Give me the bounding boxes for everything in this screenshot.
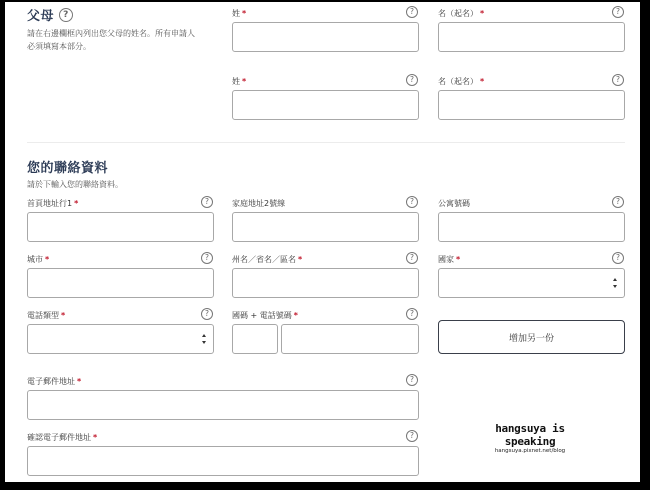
required-marker: * xyxy=(298,255,303,264)
required-marker: * xyxy=(480,77,485,86)
phone-type-select[interactable] xyxy=(27,324,214,354)
phone-number-label xyxy=(232,310,298,321)
label-text: 首頁地址行1 xyxy=(27,199,73,208)
country-label xyxy=(438,254,460,265)
label-text: 國碼 + 電話號碼 xyxy=(232,311,292,320)
state-label xyxy=(232,254,302,265)
contact-section-title xyxy=(27,157,108,176)
label-text: 州名／省名／區名 xyxy=(232,255,296,264)
label-text: 國家 xyxy=(438,255,454,264)
label-text: 公寓號碼 xyxy=(438,199,470,208)
label-text: 確認電子郵件地址 xyxy=(27,433,91,442)
address-line2-label xyxy=(232,198,285,209)
label-text: 電子郵件地址 xyxy=(27,377,75,386)
question-circle-icon[interactable]: ? xyxy=(406,430,418,442)
required-marker: * xyxy=(74,199,79,208)
apartment-label xyxy=(438,198,470,209)
required-marker: * xyxy=(456,255,461,264)
question-circle-icon[interactable]: ? xyxy=(612,6,624,18)
question-circle-icon[interactable]: ? xyxy=(201,196,213,208)
label-text: 城市 xyxy=(27,255,43,264)
parent2-given-name-label xyxy=(438,76,484,87)
country-select[interactable] xyxy=(438,268,625,298)
city-input[interactable] xyxy=(27,268,214,298)
question-circle-icon[interactable]: ? xyxy=(612,252,624,264)
required-marker: * xyxy=(77,377,82,386)
contact-title-text: 您的聯絡資料 xyxy=(27,161,109,176)
address-line1-input[interactable] xyxy=(27,212,214,242)
confirm-email-input[interactable] xyxy=(27,446,419,476)
phone-type-label xyxy=(27,310,65,321)
parent1-given-name-input[interactable] xyxy=(438,22,625,52)
parent2-surname-input[interactable] xyxy=(232,90,419,120)
select-updown-icon xyxy=(613,278,617,288)
question-circle-icon[interactable]: ? xyxy=(406,74,418,86)
label-text: 名（起名） xyxy=(438,77,478,86)
city-label xyxy=(27,254,49,265)
required-marker: * xyxy=(93,433,98,442)
email-label xyxy=(27,376,81,387)
state-input[interactable] xyxy=(232,268,419,298)
application-form-page xyxy=(5,2,640,482)
watermark-title: hangsuya is speaking xyxy=(495,422,565,448)
required-marker: * xyxy=(61,311,66,320)
parent2-surname-label xyxy=(232,76,246,87)
label-text: 電話類型 xyxy=(27,311,59,320)
question-circle-icon[interactable]: ? xyxy=(406,196,418,208)
label-text: 家庭地址2號線 xyxy=(232,199,286,208)
label-text: 名（起名） xyxy=(438,9,478,18)
parents-description xyxy=(27,27,227,53)
parent1-surname-label xyxy=(232,8,246,19)
question-circle-icon[interactable]: ? xyxy=(406,252,418,264)
contact-description: 請於下輸入您的聯絡資料。 xyxy=(27,180,123,189)
question-circle-icon[interactable]: ? xyxy=(612,196,624,208)
question-circle-icon[interactable]: ? xyxy=(406,374,418,386)
address-line2-input[interactable] xyxy=(232,212,419,242)
parents-section-title xyxy=(27,5,73,24)
parent1-given-name-label xyxy=(438,8,484,19)
question-circle-icon[interactable]: ? xyxy=(612,74,624,86)
address-line1-label xyxy=(27,198,78,209)
watermark xyxy=(475,422,585,454)
label-text: 姓 xyxy=(232,9,240,18)
select-updown-icon xyxy=(202,334,206,344)
parents-title-text: 父母 xyxy=(27,9,55,24)
required-marker: * xyxy=(293,311,298,320)
required-marker: * xyxy=(242,77,247,86)
question-circle-icon[interactable]: ? xyxy=(59,8,73,22)
phone-number-input[interactable] xyxy=(281,324,419,354)
email-input[interactable] xyxy=(27,390,419,420)
country-code-input[interactable] xyxy=(232,324,278,354)
required-marker: * xyxy=(480,9,485,18)
section-divider xyxy=(27,142,625,143)
watermark-subtitle: hangsuya.pixnet.net/blog xyxy=(494,448,566,454)
parent2-given-name-input[interactable] xyxy=(438,90,625,120)
question-circle-icon[interactable]: ? xyxy=(406,6,418,18)
apartment-input[interactable] xyxy=(438,212,625,242)
required-marker: * xyxy=(45,255,50,264)
add-another-button[interactable]: 增加另一份 xyxy=(438,320,625,354)
required-marker: * xyxy=(242,9,247,18)
question-circle-icon[interactable]: ? xyxy=(201,308,213,320)
parent1-surname-input[interactable] xyxy=(232,22,419,52)
parents-description-line1: 請在右邊欄框內列出您父母的姓名。所有申請人 xyxy=(27,29,195,38)
label-text: 姓 xyxy=(232,77,240,86)
question-circle-icon[interactable]: ? xyxy=(406,308,418,320)
parents-description-line2: 必須填寫本部分。 xyxy=(27,42,91,51)
confirm-email-label xyxy=(27,432,97,443)
question-circle-icon[interactable]: ? xyxy=(201,252,213,264)
